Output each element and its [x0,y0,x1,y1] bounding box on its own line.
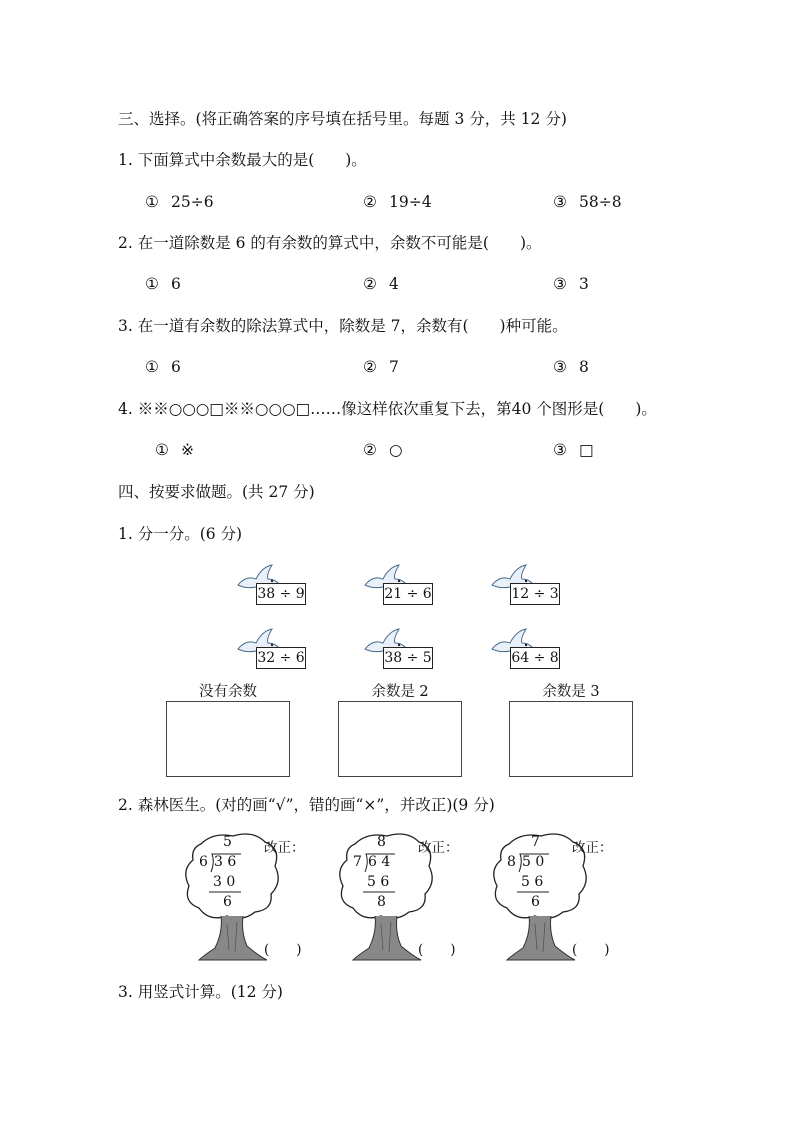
option-marker: ① [155,441,169,459]
bird-card [234,627,305,666]
division-card: 38 ÷ 9 [256,583,306,605]
division-card: 12 ÷ 3 [510,583,560,605]
divisor: 8 [507,854,516,870]
option-label: 58÷8 [579,193,622,211]
remainder: 6 [223,894,232,910]
option-label: 8 [579,358,589,376]
quotient: 8 [377,834,386,850]
option-3-1 [145,357,181,377]
section4-title: 四、按要求做题。(共 27 分) [118,483,315,501]
product: 5 6 [521,874,544,890]
remainder: 8 [377,894,386,910]
category-label: 余数是 2 [371,684,429,700]
option-marker: ① [145,275,159,293]
product: 3 0 [213,874,236,890]
dividend: 3 6 [214,854,237,870]
option-3-3 [553,357,589,377]
option-4-2 [363,440,403,460]
option-label: 4 [389,275,399,293]
dividend: 5 0 [522,854,545,870]
option-label: 3 [579,275,589,293]
question-4: 4. ※※○○○□※※○○○□……像这样依次重复下去，第40 个图形是( )。 [118,400,657,418]
option-label: 6 [171,358,181,376]
category-box-remainder-2[interactable] [338,701,462,777]
divisor: 6 [199,854,208,870]
answer-paren[interactable]: ( ) [264,942,302,958]
option-label: 7 [389,358,399,376]
option-marker: ① [145,358,159,376]
question-4-1: 1. 分一分。(6 分) [118,525,243,543]
option-marker: ② [363,358,377,376]
option-label: 6 [171,275,181,293]
option-marker: ③ [553,193,567,211]
bird-card [488,627,559,666]
option-marker: ③ [553,275,567,293]
bird-card [234,563,305,602]
option-label: ※ [181,441,194,459]
option-marker: ② [363,275,377,293]
quotient: 5 [223,834,232,850]
bird-card [361,627,432,666]
fix-label: 改正： [264,840,305,856]
bird-card [488,563,559,602]
category-box-no-remainder[interactable] [166,701,290,777]
option-marker: ③ [553,358,567,376]
option-label: 19÷4 [389,193,432,211]
option-4-1 [155,440,194,460]
divisor: 7 [353,854,362,870]
option-label: □ [579,441,594,459]
option-1-1 [145,192,214,212]
question-4-2: 2. 森林医生。(对的画“√”，错的画“×”，并改正)(9 分) [118,796,495,814]
option-marker: ③ [553,441,567,459]
category-box-remainder-3[interactable] [509,701,633,777]
quotient: 7 [531,834,540,850]
question-1: 1. 下面算式中余数最大的是( )。 [118,151,367,169]
category-label: 余数是 3 [542,684,600,700]
option-1-2 [363,192,432,212]
section3-title: 三、选择。(将正确答案的序号填在括号里。每题 3 分，共 12 分) [118,110,567,128]
answer-paren[interactable]: ( ) [418,942,456,958]
option-marker: ① [145,193,159,211]
option-2-3 [553,274,589,294]
option-2-2 [363,274,399,294]
answer-paren[interactable]: ( ) [572,942,610,958]
division-card: 38 ÷ 5 [383,647,433,669]
division-card: 21 ÷ 6 [383,583,433,605]
option-1-3 [553,192,622,212]
product: 5 6 [367,874,390,890]
remainder: 6 [531,894,540,910]
option-2-1 [145,274,181,294]
question-2: 2. 在一道除数是 6 的有余数的算式中，余数不可能是( )。 [118,234,542,252]
question-3: 3. 在一道有余数的除法算式中，除数是 7，余数有( )种可能。 [118,317,568,335]
fix-label: 改正： [572,840,613,856]
division-card: 32 ÷ 6 [256,647,306,669]
option-label: ○ [389,441,403,459]
option-3-2 [363,357,399,377]
option-marker: ② [363,441,377,459]
fix-label: 改正： [418,840,459,856]
question-4-3: 3. 用竖式计算。(12 分) [118,983,283,1001]
option-4-3 [553,440,594,460]
category-label: 没有余数 [199,684,257,700]
option-marker: ② [363,193,377,211]
division-card: 64 ÷ 8 [510,647,560,669]
option-label: 25÷6 [171,193,214,211]
dividend: 6 4 [368,854,391,870]
bird-card [361,563,432,602]
